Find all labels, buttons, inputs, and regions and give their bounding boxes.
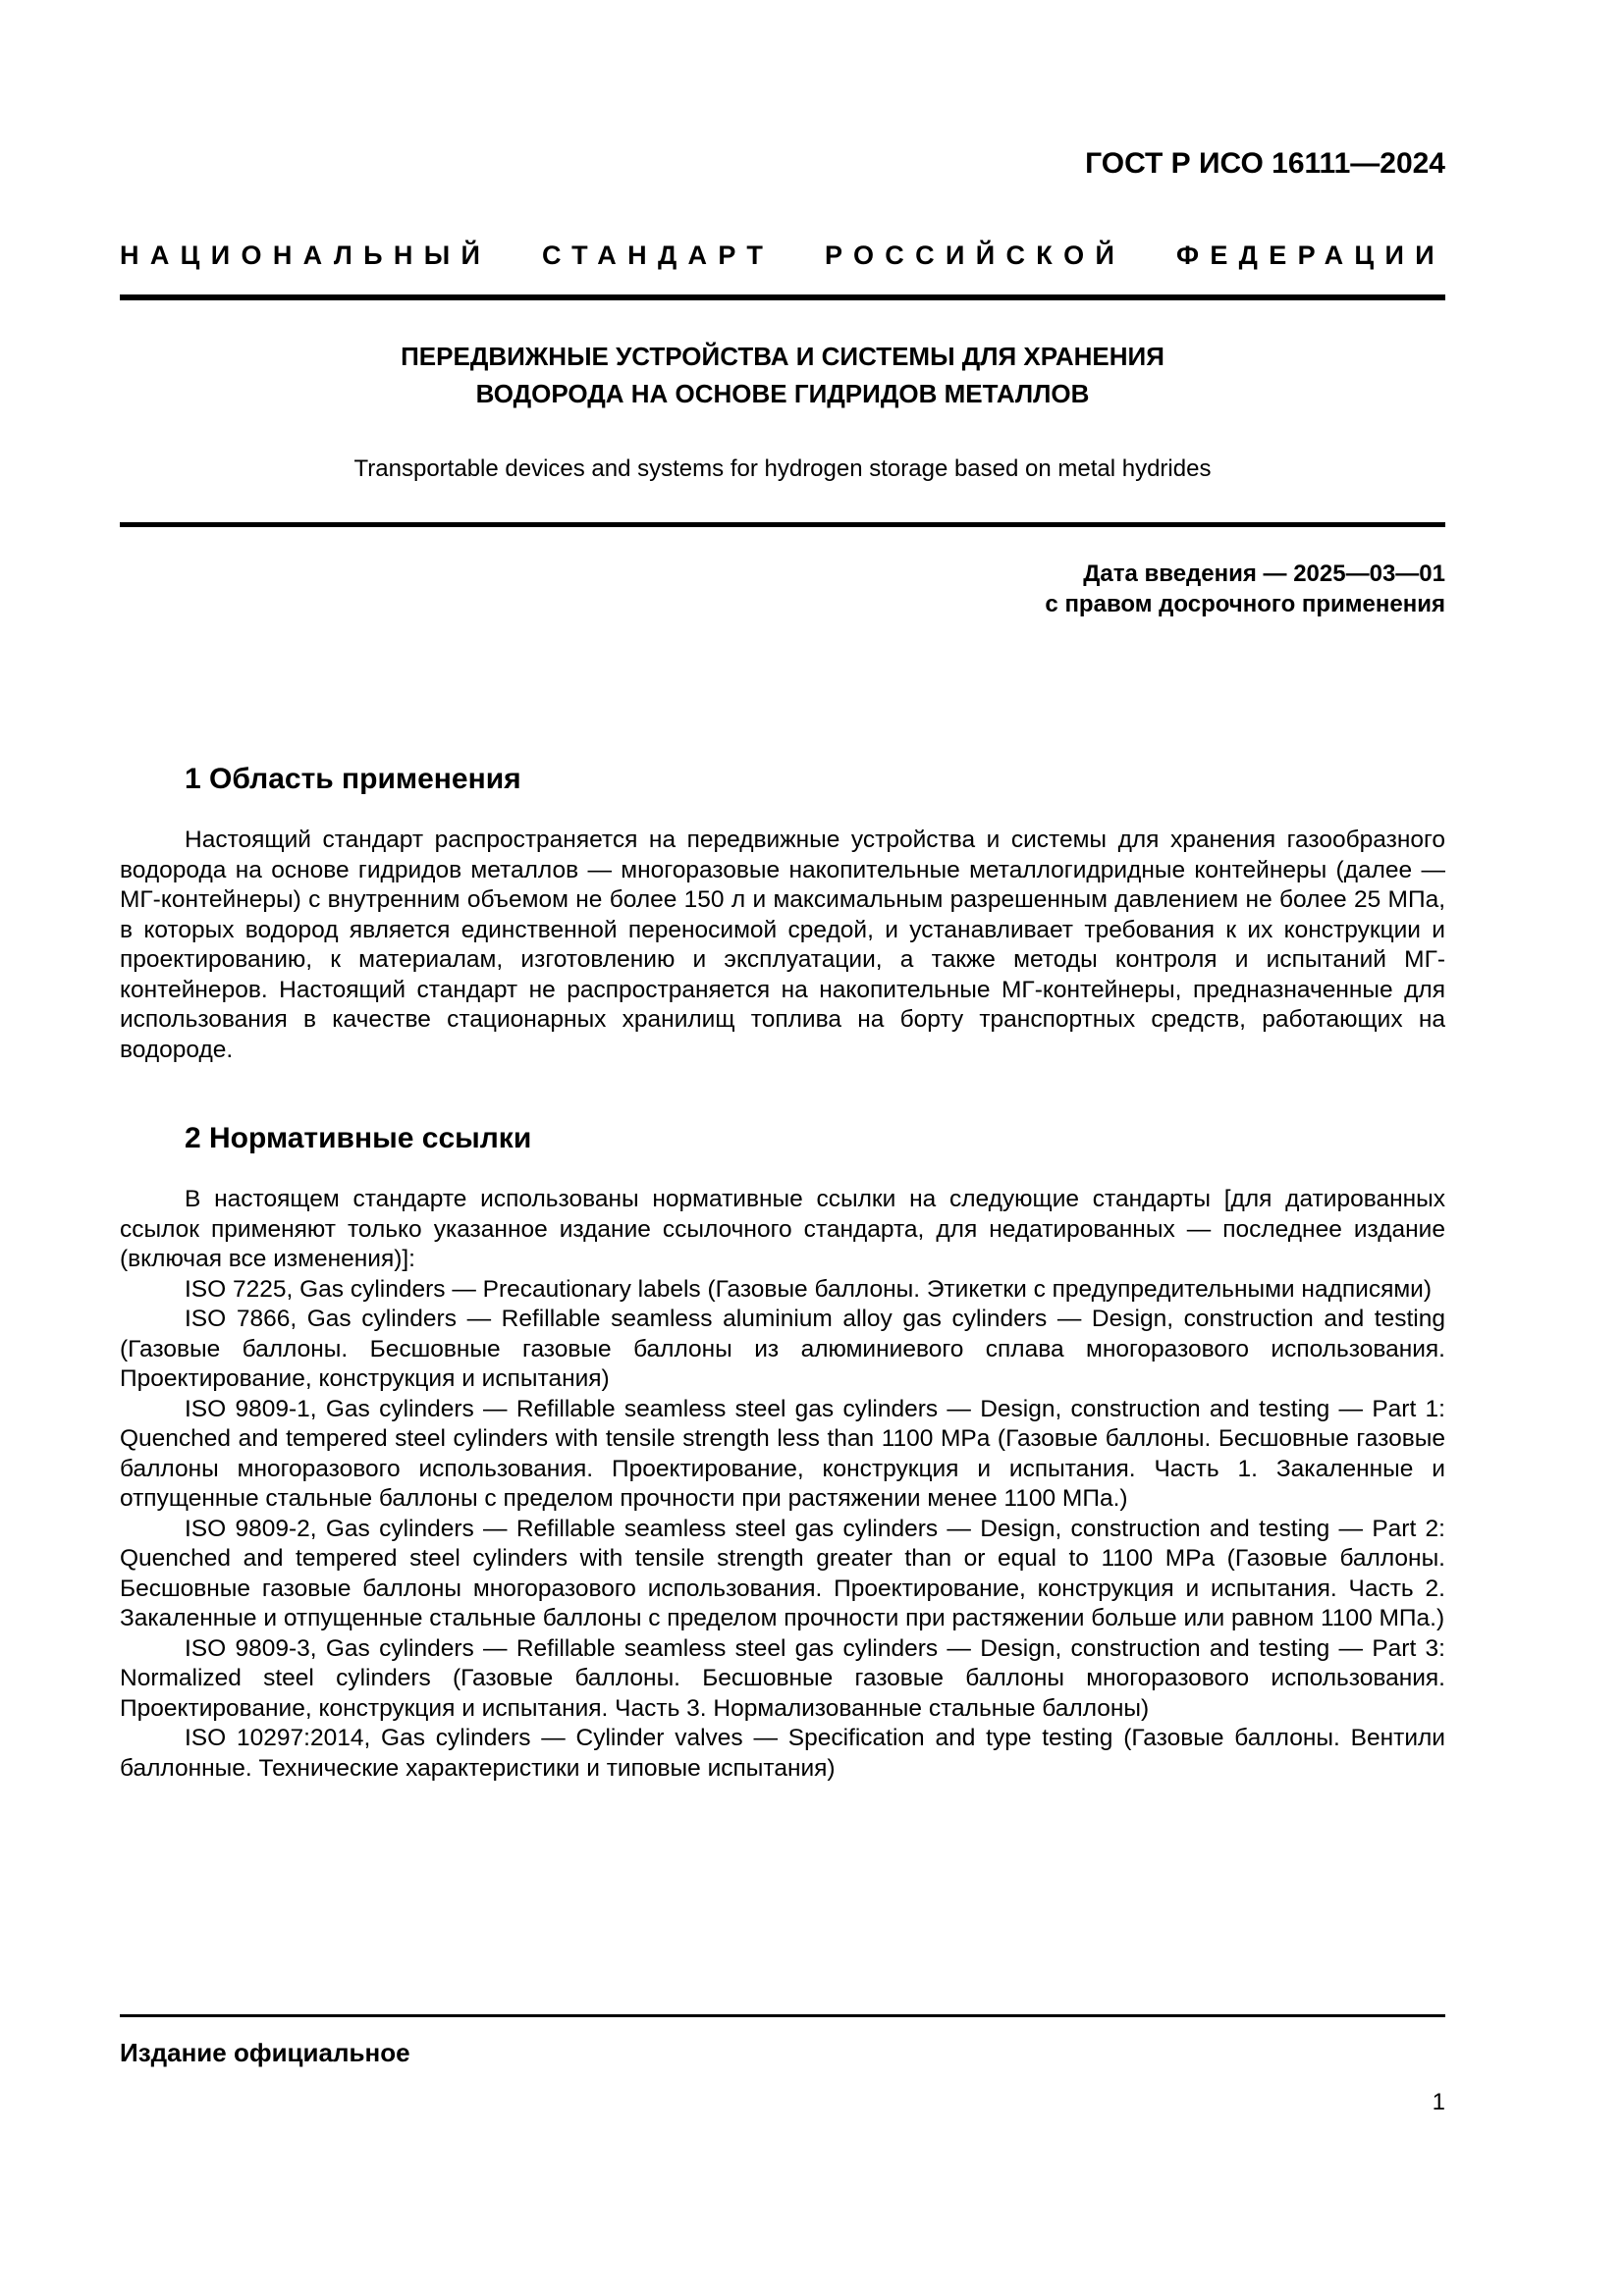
footer-rule [120,2014,1445,2017]
effective-date-block [120,559,1445,619]
national-standard-word-2: СТАНДАРТ [541,240,775,270]
page-content [120,0,1445,1784]
effective-date-line2: с правом досрочного применения [1045,591,1445,617]
section-2-intro-paragraph: В настоящем стандарте использованы нормативные ссылки на следующие стандарты [для датированных ссылок применяют только указанное издание ссылочного стандарта, для недатированных — последнее издание (включая все изменения)]: [120,1186,1445,1272]
section-1-heading: 1 Область применения [185,763,521,795]
document-title-ru [120,338,1445,412]
reference-iso-7225: ISO 7225, Gas cylinders — Precautionary labels (Газовые баллоны. Этикетки с предупредительными надписями) [185,1275,1433,1303]
reference-iso-10297: ISO 10297:2014, Gas cylinders — Cylinder valves — Specification and type testing (Газовые баллоны. Вентили баллонные. Технические характеристики и типовые испытания) [120,1725,1445,1782]
effective-date-line1: Дата введения — 2025—03—01 [1083,561,1445,587]
reference-iso-9809-2: ISO 9809-2, Gas cylinders — Refillable seamless steel gas cylinders — Design, construction and testing — Part 2: Quenched and tempered steel cylinders with tensile strength greater than or equal to 1100 MPa (Газовые баллоны. Бесшовные газовые баллоны многоразового использования. Проектирование, конструкция и испытания. Часть 2. Закаленные и отпущенные стальные баллоны с пределом прочности при растяжении больше или равном 1100 МПа.) [120,1515,1445,1631]
title-ru-line2: ВОДОРОДА НА ОСНОВЕ ГИДРИДОВ МЕТАЛЛОВ [475,379,1090,408]
reference-iso-9809-3: ISO 9809-3, Gas cylinders — Refillable seamless steel gas cylinders — Design, construction and testing — Part 3: Normalized steel cylinders (Газовые баллоны. Бесшовные газовые баллоны многоразового использования. Проектирование, конструкция и испытания. Часть 3. Нормализованные стальные баллоны) [120,1634,1445,1722]
reference-iso-9809-1: ISO 9809-1, Gas cylinders — Refillable seamless steel gas cylinders — Design, construction and testing — Part 1: Quenched and tempered steel cylinders with tensile strength less than 1100 MPa (Газовые баллоны. Бесшовные газовые баллоны многоразового использования. Проектирование, конструкция и испытания. Часть 1. Закаленные и отпущенные стальные баллоны с пределом прочности при растяжении менее 1100 МПа.) [120,1395,1445,1512]
section-2-heading: 2 Нормативные ссылки [185,1122,532,1154]
reference-iso-7866: ISO 7866, Gas cylinders — Refillable seamless aluminium alloy gas cylinders — Design, construction and testing (Газовые баллоны. Бесшовные газовые баллоны из алюминиевого сплава многоразового использования. Проектирование, конструкция и испытания) [120,1306,1445,1392]
document-title-en: Transportable devices and systems for hydrogen storage based on metal hydrides [353,455,1212,482]
national-standard-word-4: ФЕДЕРАЦИИ [1175,240,1445,270]
page-number: 1 [1432,2089,1445,2115]
title-ru-line1: ПЕРЕДВИЖНЫЕ УСТРОЙСТВА И СИСТЕМЫ ДЛЯ ХРАНЕНИЯ [401,342,1164,371]
section-1-paragraph: Настоящий стандарт распространяется на передвижные устройства и системы для хранения газообразного водорода на основе гидридов металлов — многоразовые накопительные металлогидридные контейнеры (далее — МГ-контейнеры) с внутренним объемом не более 150 л и максимальным разрешенным давлением не более 25 МПа, в которых водород является единственной переносимой средой, и устанавливает требования к их конструкции и проектированию, к материалам, изготовлению и эксплуатации, а также методы контроля и испытаний МГ-контейнеров. Настоящий стандарт не распространяется на накопительные МГ-контейнеры, предназначенные для использования в качестве стационарных хранилищ топлива на борту транспортных средств, работающих на водороде. [120,827,1445,1063]
horizontal-rule-top [120,294,1445,300]
national-standard-heading [120,240,1445,271]
doc-code: ГОСТ Р ИСО 16111—2024 [1085,147,1445,180]
national-standard-word-3: РОССИЙСКОЙ [824,240,1126,270]
national-standard-word-1: НАЦИОНАЛЬНЫЙ [120,240,492,270]
edition-note: Издание официальное [120,2038,410,2067]
horizontal-rule-under-title [120,522,1445,527]
